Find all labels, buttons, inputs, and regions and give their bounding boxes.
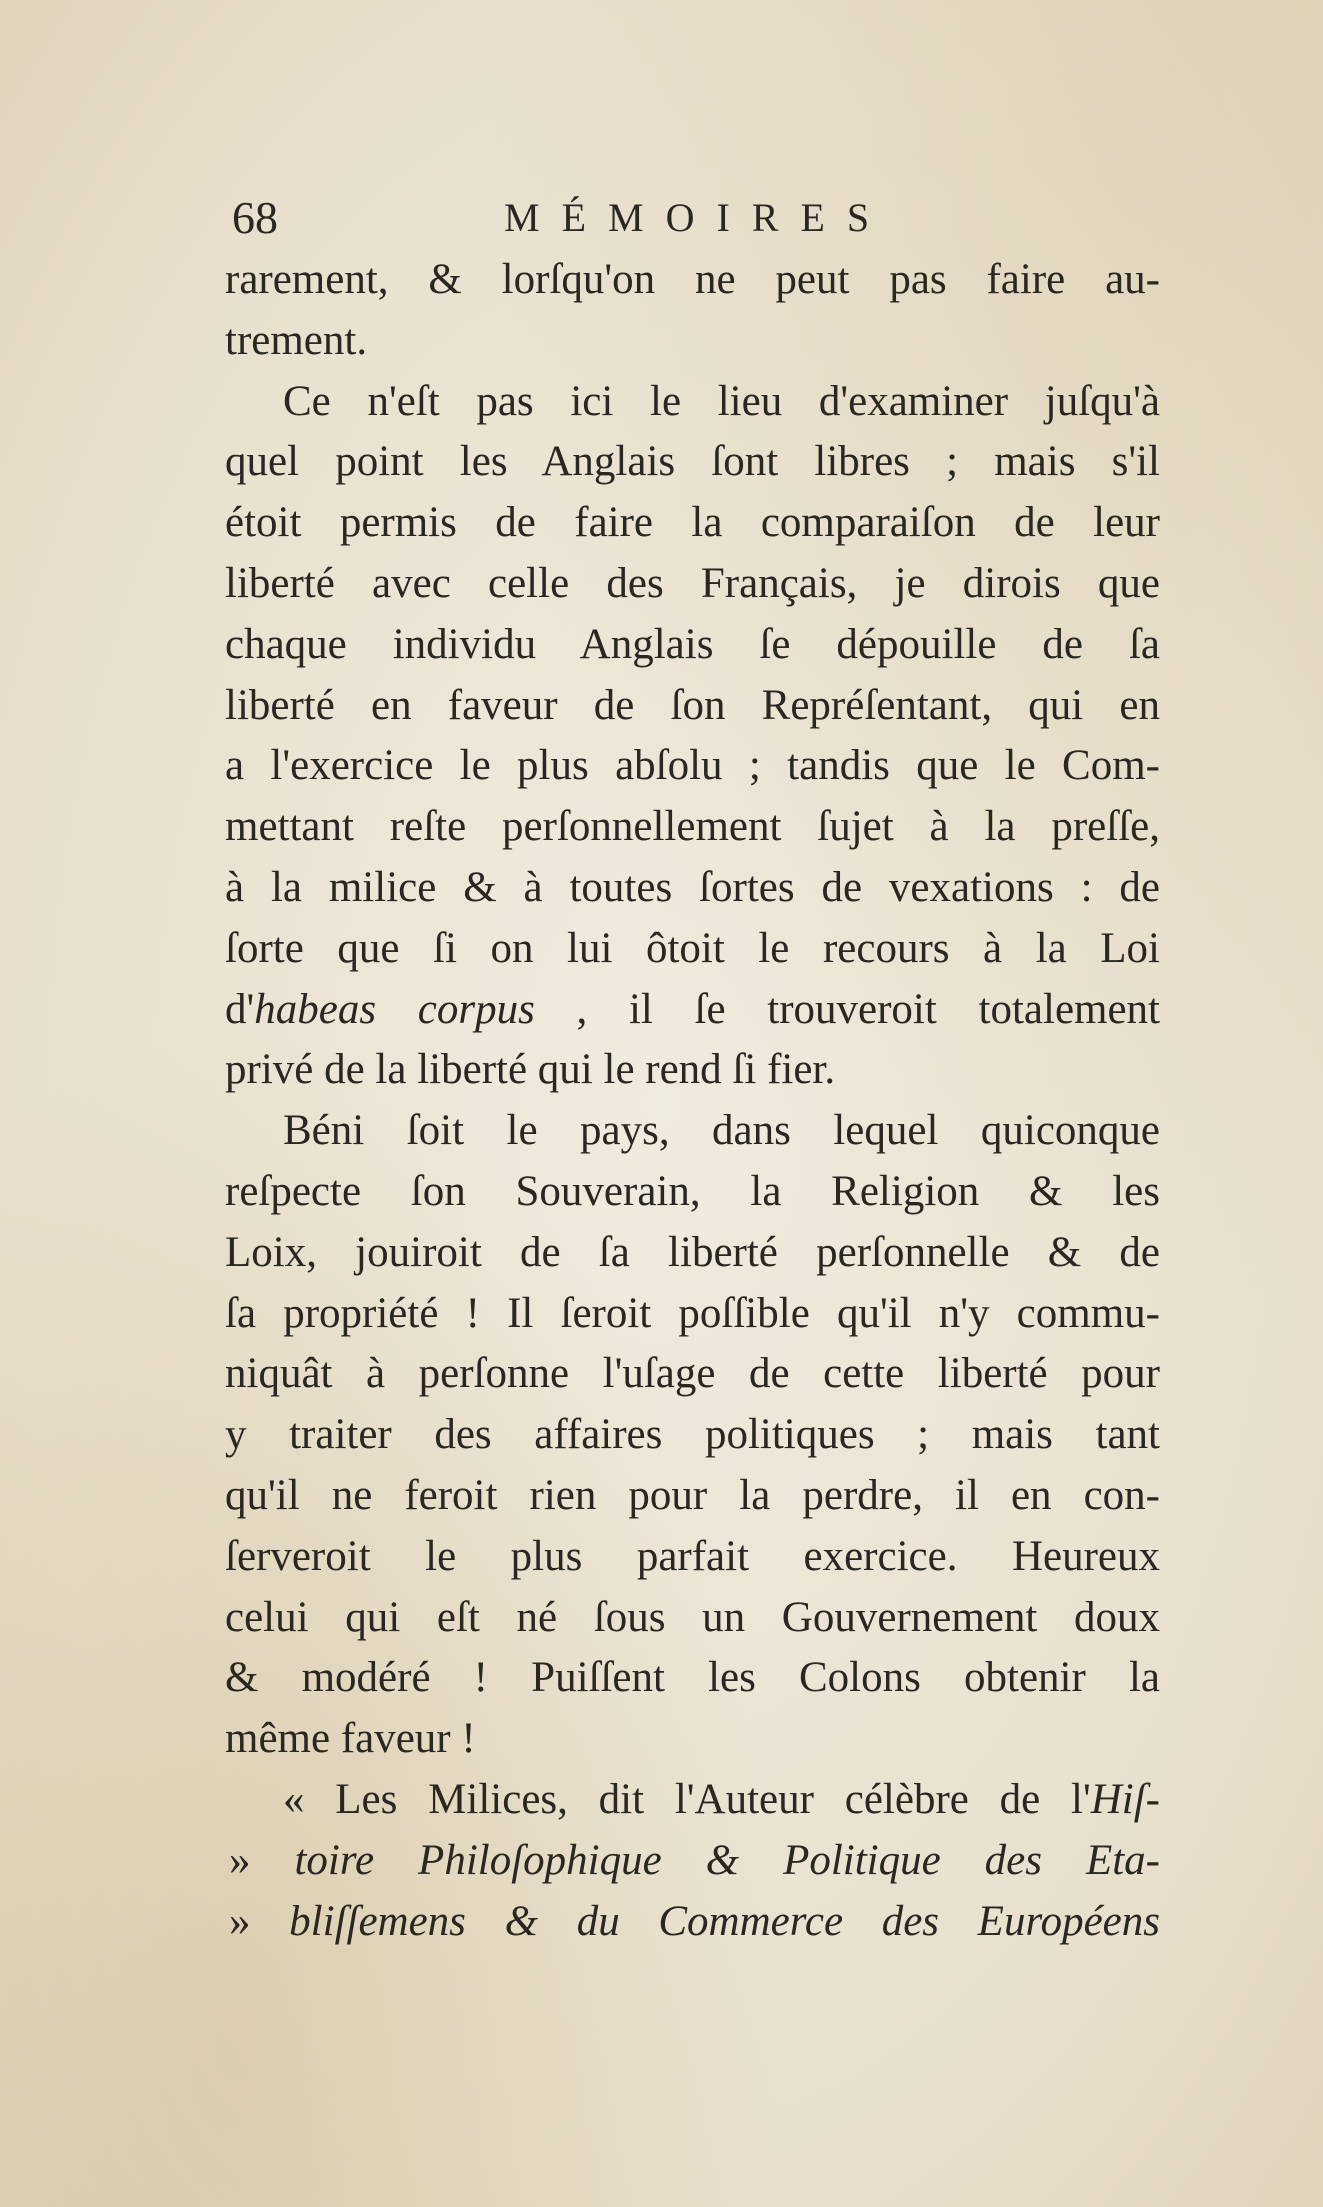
- quote-line: [225, 1892, 1160, 1953]
- text-line: celui qui eſt né ſous un Gouvernement doux: [225, 1593, 1160, 1641]
- guillemet-mark: »: [229, 1897, 290, 1945]
- text-line: Loix, jouiroit de ſa liberté perſonnelle & de: [225, 1228, 1160, 1276]
- text-line: a l'exercice le plus abſolu ; tandis que le Com-: [225, 742, 1160, 790]
- text-run: d': [225, 985, 255, 1033]
- text-line: quel point les Anglais ſont libres ; mais s'il: [225, 438, 1160, 486]
- italic-text-run: bliſſemens & du Commerce des Européens: [289, 1897, 1160, 1945]
- text-line: étoit permis de faire la comparaiſon de leur: [225, 499, 1160, 547]
- italic-text-run: toire Philoſophique & Politique des Eta-: [294, 1836, 1160, 1884]
- text-line: privé de la liberté qui le rend ſi fier.: [225, 1046, 836, 1094]
- body-text: [225, 250, 1160, 1952]
- italic-text-run: habeas corpus: [254, 985, 535, 1033]
- page-number: 68: [232, 192, 278, 243]
- text-line: qu'il ne feroit rien pour la perdre, il en con-: [225, 1471, 1160, 1519]
- text-line: trement.: [225, 316, 368, 364]
- running-head: MÉMOIRES: [504, 195, 892, 240]
- text-line: ſerveroit le plus parfait exercice. Heureux: [225, 1532, 1160, 1580]
- text-line-mixed: [225, 980, 1160, 1041]
- quote-line: [225, 1770, 1160, 1831]
- text-line: & modéré ! Puiſſent les Colons obtenir la: [225, 1654, 1160, 1702]
- text-line: reſpecte ſon Souverain, la Religion & les: [225, 1167, 1160, 1215]
- text-line: ſa propriété ! Il ſeroit poſſible qu'il n'y commu-: [225, 1289, 1160, 1337]
- text-line: même faveur !: [225, 1715, 476, 1763]
- text-line: y traiter des affaires politiques ; mais tant: [225, 1411, 1160, 1459]
- text-line: Béni ſoit le pays, dans lequel quiconque: [283, 1107, 1160, 1155]
- text-line: liberté en faveur de ſon Repréſentant, qui en: [225, 681, 1160, 729]
- page-header: [232, 188, 912, 248]
- text-line: liberté avec celle des Français, je dirois que: [225, 559, 1160, 607]
- text-run: « Les Milices, dit l'Auteur célèbre de l': [283, 1775, 1091, 1823]
- text-line: ſorte que ſi on lui ôtoit le recours à la Loi: [225, 924, 1160, 972]
- quote-line: [225, 1831, 1160, 1892]
- text-line: niquât à perſonne l'uſage de cette liberté pour: [225, 1350, 1160, 1398]
- text-line: mettant reſte perſonnellement ſujet à la preſſe,: [225, 803, 1160, 851]
- italic-text-run: Hiſ-: [1090, 1775, 1160, 1823]
- text-line: Ce n'eſt pas ici le lieu d'examiner juſqu'à: [283, 377, 1160, 425]
- text-run: , il ſe trouveroit totalement: [534, 985, 1161, 1033]
- guillemet-mark: »: [229, 1836, 295, 1884]
- text-line: à la milice & à toutes ſortes de vexations : de: [225, 863, 1160, 911]
- text-line: rarement, & lorſqu'on ne peut pas faire au-: [225, 256, 1160, 303]
- text-line: chaque individu Anglais ſe dépouille de ſa: [225, 620, 1160, 668]
